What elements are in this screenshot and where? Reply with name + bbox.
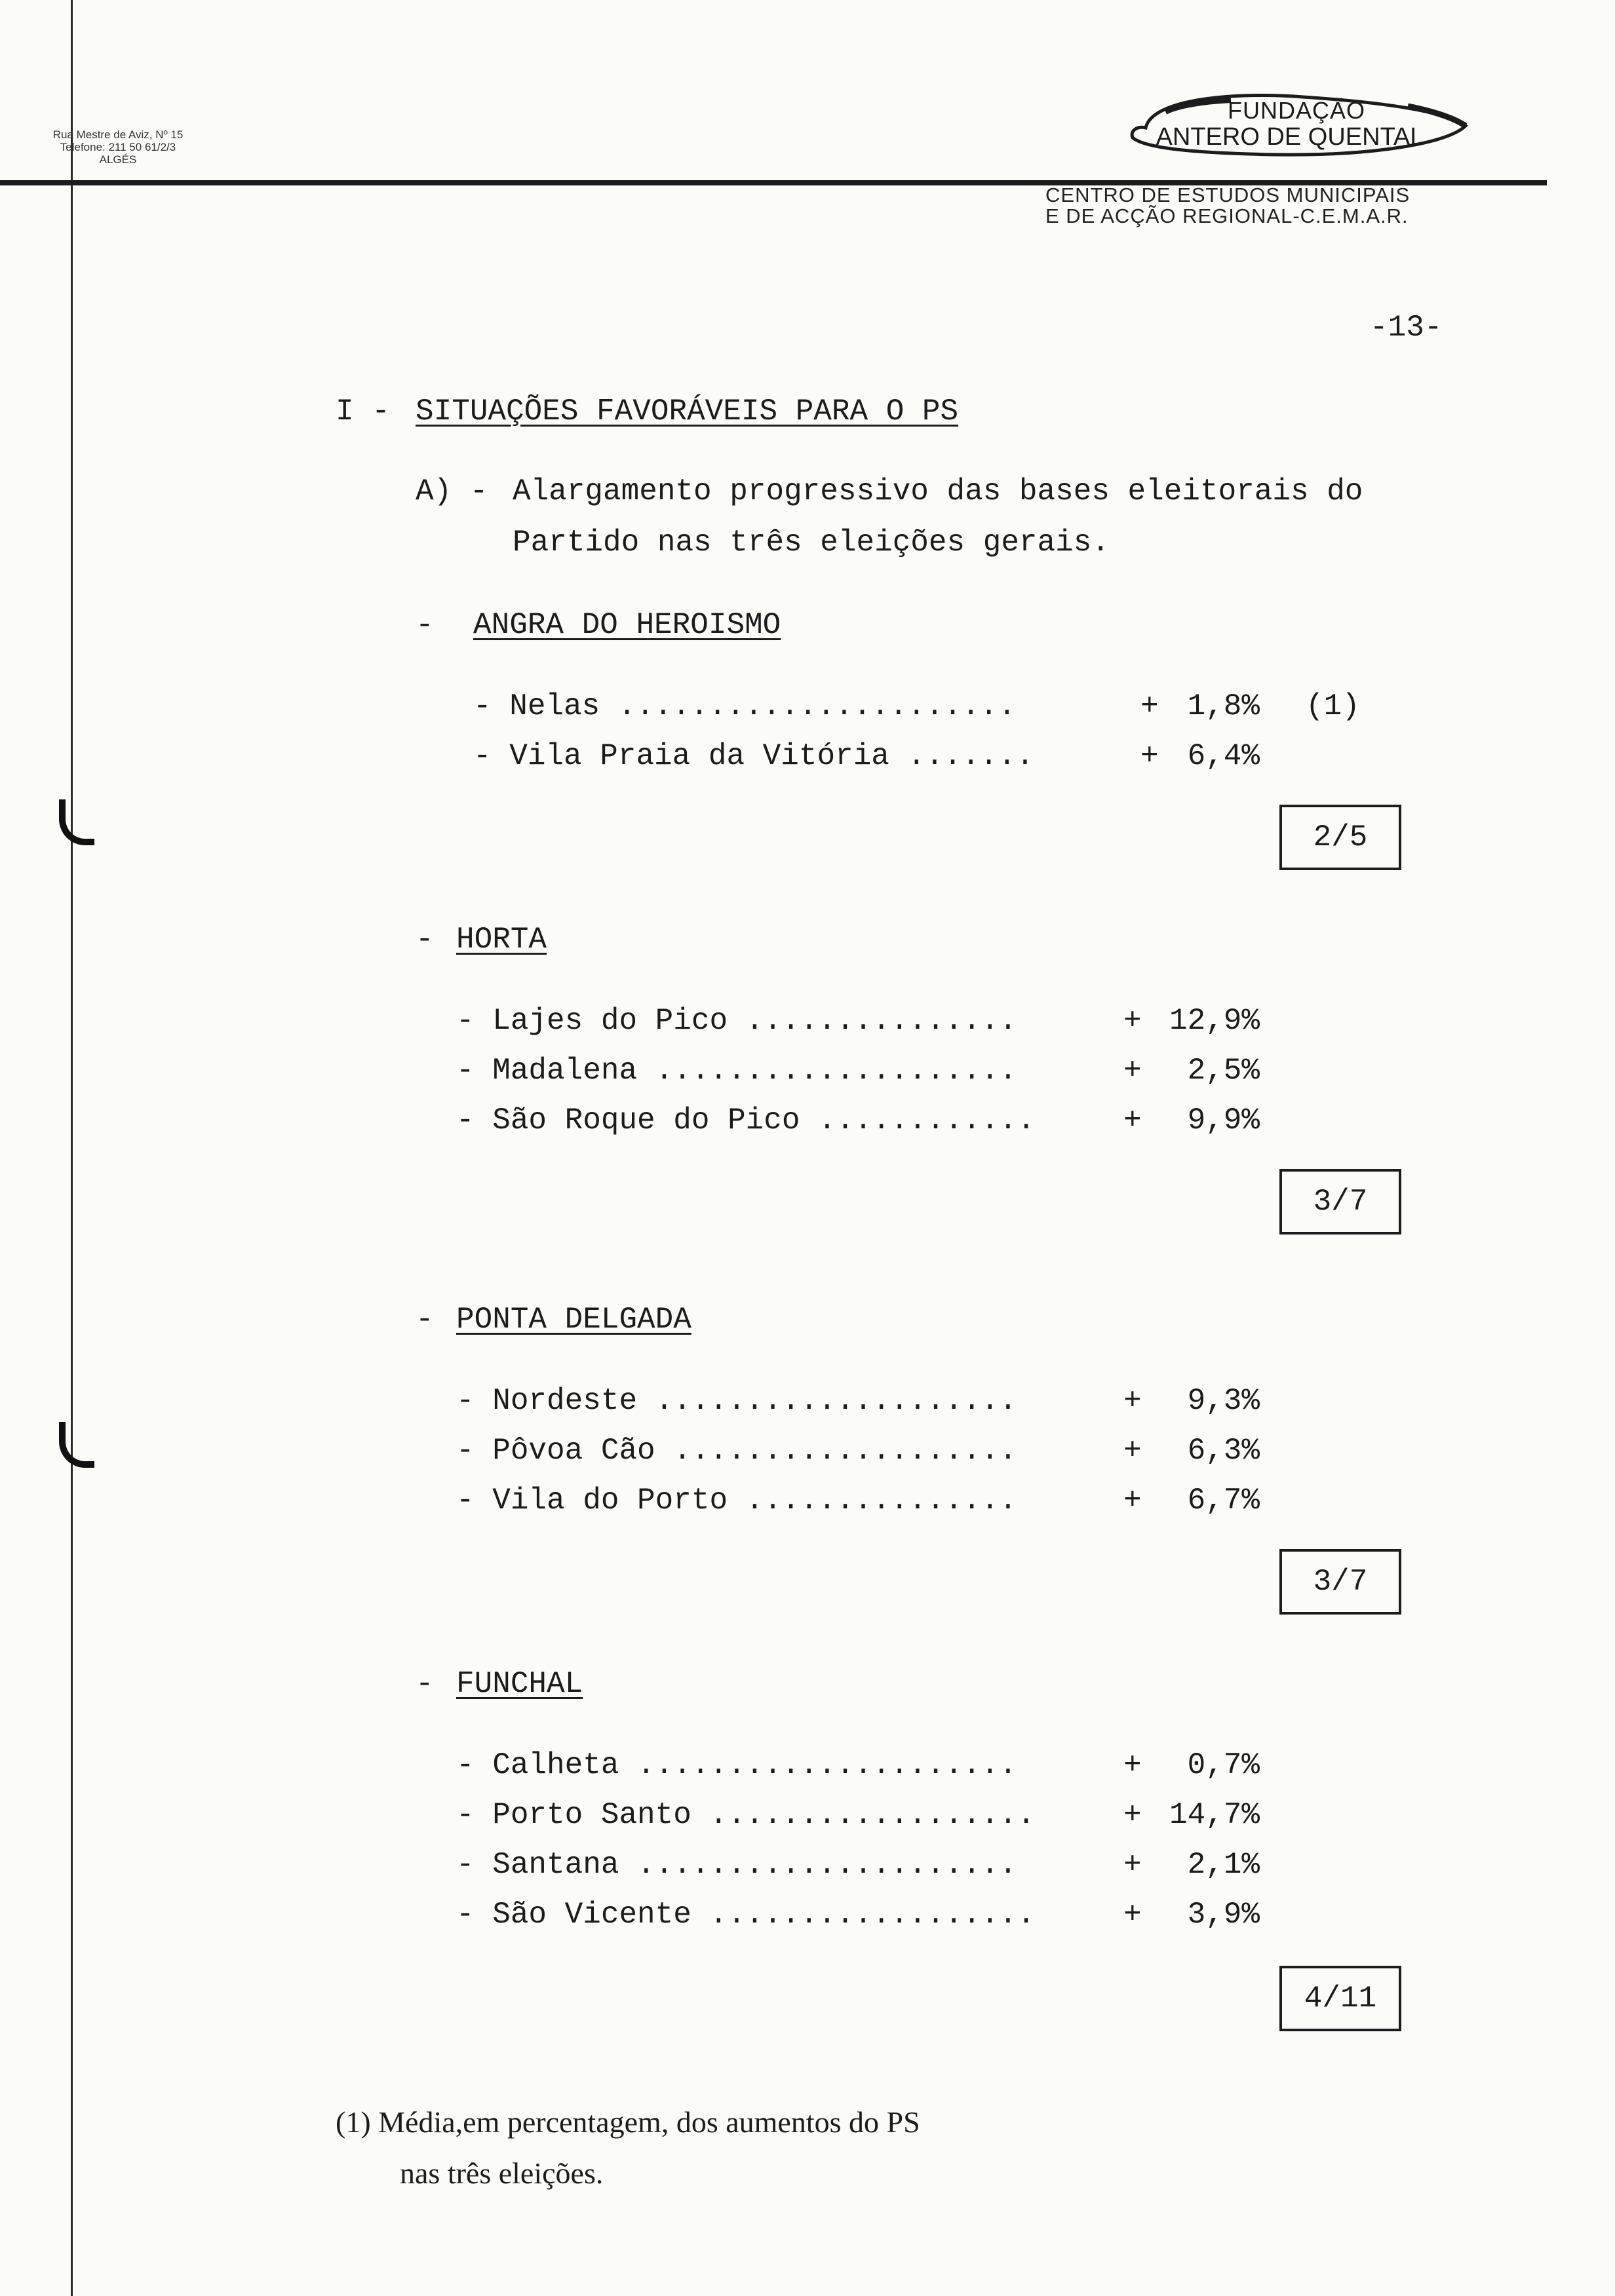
increase-value: 2,1% (1187, 1848, 1260, 1882)
subsection-text: Partido nas três eleições gerais. (513, 526, 1110, 560)
municipality-label: - Vila do Porto ............... (456, 1483, 1017, 1518)
section-numeral: I - (336, 394, 390, 429)
municipality-label: - Pôvoa Cão ................... (456, 1434, 1017, 1468)
increase-sign: + (1123, 1848, 1142, 1882)
municipality-label: - Nelas ...................... (473, 689, 1017, 723)
increase-value: 2,5% (1187, 1054, 1260, 1088)
municipality-label: - Vila Praia da Vitória ....... (473, 739, 1034, 773)
municipality-label: - Lajes do Pico ............... (456, 1004, 1017, 1038)
increase-sign: + (1123, 1004, 1142, 1038)
municipality-label: - Porto Santo .................. (456, 1798, 1036, 1832)
table-row (456, 1432, 1374, 1469)
table-row (456, 1482, 1374, 1519)
increase-sign: + (1123, 1054, 1142, 1088)
increase-value: 0,7% (1187, 1748, 1260, 1782)
address-block (13, 128, 223, 166)
increase-value: 9,9% (1187, 1103, 1260, 1138)
district-dash: - (416, 923, 434, 957)
increase-sign: + (1123, 1434, 1142, 1468)
municipality-label: - São Vicente .................. (456, 1898, 1036, 1932)
foundation-logo (1106, 92, 1473, 157)
table-row (456, 1747, 1374, 1784)
ratio-box: 3/7 (1279, 1549, 1401, 1615)
increase-value: 9,3% (1187, 1384, 1260, 1418)
footnote-line: nas três eleições. (400, 2156, 604, 2190)
municipality-label: - Nordeste .................... (456, 1384, 1017, 1418)
municipality-label: - Santana ..................... (456, 1848, 1017, 1882)
increase-value: 6,7% (1187, 1483, 1260, 1518)
table-row (456, 1052, 1374, 1089)
binder-clip-mark (59, 799, 94, 845)
increase-sign: + (1123, 1748, 1142, 1782)
increase-sign: + (1123, 1483, 1142, 1518)
increase-value: 14,7% (1169, 1798, 1260, 1832)
footnote-line: (1) Média,em percentagem, dos aumentos do PS (336, 2105, 920, 2139)
district-title: ANGRA DO HEROISMO (473, 608, 781, 642)
increase-sign: + (1123, 1384, 1142, 1418)
increase-value: 12,9% (1169, 1004, 1260, 1038)
table-row (456, 1896, 1374, 1933)
table-row (473, 738, 1391, 775)
address-line: Rua Mestre de Aviz, Nº 15 (52, 128, 184, 141)
footnote-marker: (1) (1306, 689, 1360, 723)
ratio-box: 2/5 (1279, 805, 1401, 870)
research-center-name (1045, 185, 1478, 227)
table-row (456, 1846, 1374, 1883)
subsection-label: A) - (416, 474, 488, 508)
address-line: ALGÉS (99, 153, 137, 166)
table-row (456, 1383, 1374, 1419)
page-number: -13- (1370, 311, 1443, 345)
increase-value: 6,3% (1187, 1434, 1260, 1468)
district-title: PONTA DELGADA (456, 1303, 691, 1337)
district-dash: - (416, 608, 434, 642)
logo-title-top: FUNDAÇÃO (1227, 97, 1365, 124)
district-title: FUNCHAL (456, 1667, 583, 1701)
center-line: CENTRO DE ESTUDOS MUNICIPAIS (1045, 183, 1411, 206)
table-row (456, 1102, 1374, 1139)
increase-value: 3,9% (1187, 1898, 1260, 1932)
subsection-text: Alargamento progressivo das bases eleitorais do (513, 474, 1363, 508)
ratio-box: 3/7 (1279, 1169, 1401, 1234)
footnote (336, 2097, 920, 2199)
municipality-label: - Calheta ..................... (456, 1748, 1017, 1782)
municipality-label: - São Roque do Pico ............ (456, 1103, 1036, 1138)
binder-clip-mark (59, 1422, 94, 1468)
address-line: Telefone: 211 50 61/2/3 (60, 141, 176, 153)
municipality-label: - Madalena .................... (456, 1054, 1017, 1088)
ratio-box: 4/11 (1279, 1966, 1401, 2031)
margin-line (71, 0, 73, 2296)
table-row (473, 688, 1391, 725)
section-title: SITUAÇÕES FAVORÁVEIS PARA O PS (416, 394, 959, 429)
district-dash: - (416, 1303, 434, 1337)
table-row (456, 1797, 1374, 1833)
increase-sign: + (1123, 1898, 1142, 1932)
logo-title-bottom: ANTERO DE QUENTAL (1156, 123, 1424, 151)
increase-sign: + (1140, 689, 1159, 723)
increase-value: 6,4% (1187, 739, 1260, 773)
district-title: HORTA (456, 923, 547, 957)
increase-sign: + (1123, 1798, 1142, 1832)
increase-sign: + (1140, 739, 1159, 773)
center-line: E DE ACÇÃO REGIONAL-C.E.M.A.R. (1045, 204, 1409, 227)
increase-value: 1,8% (1187, 689, 1260, 723)
district-dash: - (416, 1667, 434, 1701)
table-row (456, 1003, 1374, 1039)
increase-sign: + (1123, 1103, 1142, 1138)
